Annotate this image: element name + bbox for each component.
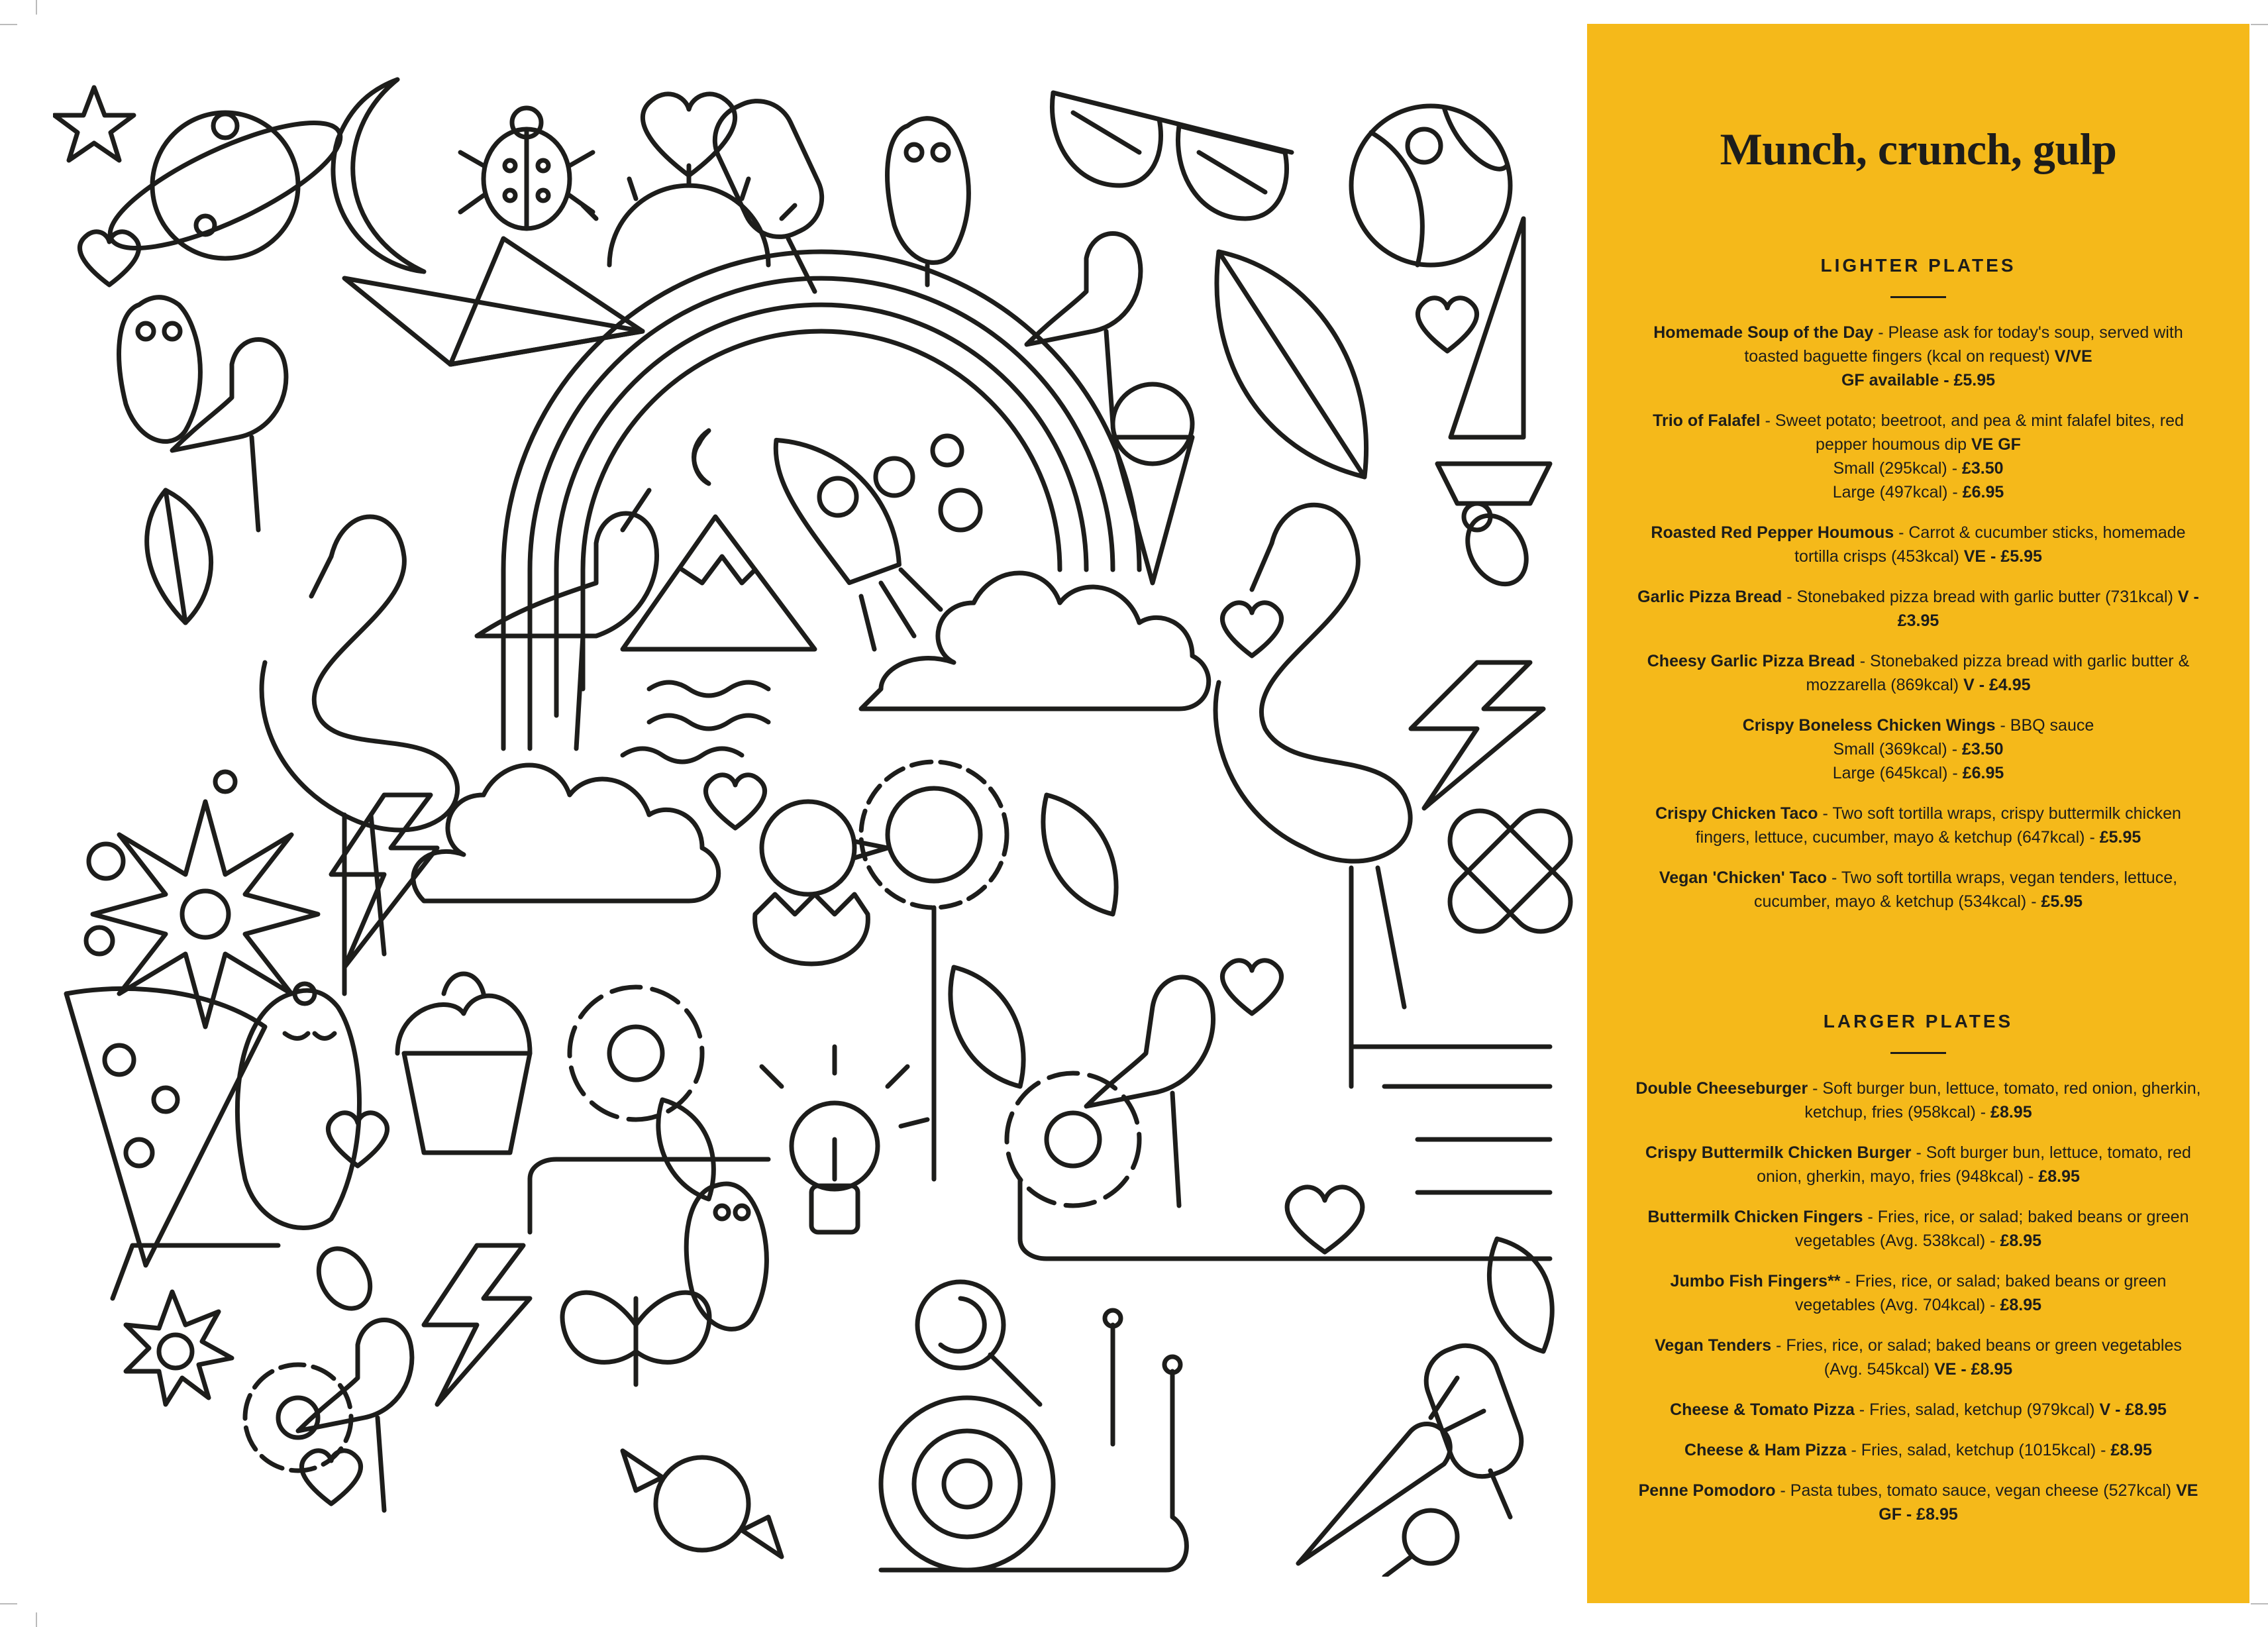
star-icon	[54, 87, 134, 160]
item-price: £3.50	[1961, 459, 2004, 478]
size-label: Large (645kcal) -	[1832, 764, 1963, 782]
star-burst-icon	[93, 802, 318, 1027]
owl-icon	[686, 1184, 766, 1329]
chick-icon	[755, 802, 888, 964]
bee-icon	[1456, 503, 1538, 595]
item-size	[1633, 761, 2203, 785]
item-name: Crispy Boneless Chicken Wings	[1742, 716, 1996, 735]
item-description: - Fries, salad, ketchup (979kcal)	[1854, 1400, 2100, 1419]
sweet-icon	[623, 1451, 782, 1557]
item-price: £3.50	[1961, 740, 2004, 759]
menu-item	[1633, 585, 2203, 633]
leaf-icon	[1217, 252, 1366, 477]
plaster-icon	[1437, 798, 1576, 943]
sun-icon	[583, 166, 795, 265]
item-name: Crispy Chicken Taco	[1655, 804, 1818, 823]
item-tags: VE	[1934, 1360, 1957, 1379]
item-name: Cheese & Tomato Pizza	[1670, 1400, 1855, 1419]
item-description: - Soft burger bun, lettuce, tomato, red onion, gherkin, ketchup, fries (958kcal) -	[1804, 1079, 2201, 1122]
menu-item	[1633, 1076, 2203, 1124]
size-label: Large (497kcal) -	[1832, 483, 1963, 501]
crop-mark	[0, 1603, 17, 1604]
menu-item	[1633, 1479, 2203, 1526]
item-price: £8.95	[2110, 1441, 2152, 1459]
item-size	[1633, 737, 2203, 761]
item-price: £6.95	[1962, 764, 2004, 782]
heart-icon	[1418, 298, 1476, 351]
chicken-leg-icon	[1384, 1510, 1457, 1577]
flower-icon	[126, 1292, 232, 1404]
flower-icon	[1007, 1073, 1139, 1206]
item-size	[1633, 456, 2203, 480]
light-bulb-icon	[762, 1047, 927, 1232]
sunflower-icon	[861, 762, 1007, 1179]
menu-item	[1633, 649, 2203, 697]
menu-item	[1633, 713, 2203, 785]
item-name: Double Cheeseburger	[1635, 1079, 1808, 1098]
lightning-icon	[1411, 662, 1543, 808]
owl-icon	[119, 297, 201, 442]
crop-mark	[36, 0, 37, 15]
size-label: Small (295kcal) -	[1833, 459, 1962, 478]
item-description: - Sweet potato; beetroot, and pea & mint falafel bites, red pepper houmous dip	[1760, 411, 2184, 454]
item-name: Penne Pomodoro	[1638, 1481, 1776, 1500]
item-name: Vegan 'Chicken' Taco	[1659, 868, 1828, 887]
menu-item	[1633, 802, 2203, 849]
crop-mark	[36, 1612, 37, 1627]
item-price: £8.95	[2000, 1232, 2041, 1250]
heart-icon	[705, 775, 764, 828]
item-name: Homemade Soup of the Day	[1653, 323, 1874, 342]
bird-icon	[1086, 977, 1213, 1206]
moon-icon	[694, 431, 709, 484]
item-name: Jumbo Fish Fingers**	[1670, 1272, 1841, 1290]
item-description: - Fries, rice, or salad; baked beans or green vegetables (Avg. 545kcal)	[1771, 1336, 2182, 1379]
rocket-icon	[768, 413, 941, 649]
menu-item	[1633, 1438, 2203, 1462]
menu-item	[1633, 321, 2203, 392]
doodle-illustration	[53, 53, 1576, 1577]
item-price: £5.95	[2041, 892, 2083, 911]
flamingo-icon	[1215, 505, 1410, 1086]
heading-rule	[1890, 1052, 1946, 1054]
item-name: Cheese & Ham Pizza	[1684, 1441, 1847, 1459]
item-name: Buttermilk Chicken Fingers	[1647, 1208, 1863, 1226]
item-price: £8.95	[1990, 1103, 2032, 1122]
crop-mark	[2251, 1603, 2268, 1604]
item-name: Vegan Tenders	[1655, 1336, 1772, 1355]
heading-rule	[1890, 296, 1946, 298]
item-price: - £4.95	[1974, 676, 2031, 694]
ice-cream-cone-icon	[1113, 384, 1192, 583]
menu-title: Munch, crunch, gulp	[1720, 124, 2117, 174]
item-price: - £8.95	[2110, 1400, 2167, 1419]
item-name: Crispy Buttermilk Chicken Burger	[1645, 1143, 1912, 1162]
item-name: Roasted Red Pepper Houmous	[1651, 523, 1894, 542]
heart-icon	[1222, 961, 1281, 1014]
item-price: - £8.95	[1901, 1505, 1958, 1524]
lollipop-icon	[917, 1282, 1040, 1404]
item-name: Trio of Falafel	[1653, 411, 1761, 430]
item-tags: V	[2099, 1400, 2111, 1419]
item-tags: V	[1963, 676, 1975, 694]
menu-item	[1633, 409, 2203, 504]
section-spacer	[1633, 930, 2203, 1011]
item-description: - Two soft tortilla wraps, crispy buttermilk chicken fingers, lettuce, cucumber, mayo & ketchup (647kcal) -	[1695, 804, 2181, 847]
leaf-icon	[1489, 1239, 1552, 1351]
item-price: £8.95	[2000, 1296, 2041, 1314]
heart-icon	[1222, 603, 1281, 656]
item-name: Garlic Pizza Bread	[1637, 588, 1782, 606]
leaf-icon	[1043, 795, 1116, 914]
section-heading-lighter-plates: LIGHTER PLATES	[1820, 255, 2016, 276]
menu-item	[1633, 1205, 2203, 1253]
menu-item	[1633, 1398, 2203, 1422]
item-description: - Two soft tortilla wraps, vegan tenders, lettuce, cucumber, mayo & ketchup (534kcal) -	[1753, 868, 2178, 911]
item-description: - Fries, salad, ketchup (1015kcal) -	[1846, 1441, 2111, 1459]
flower-icon	[245, 1365, 351, 1471]
item-price: £8.95	[2038, 1167, 2080, 1186]
menu-panel	[1587, 24, 2249, 1603]
item-description: - Pasta tubes, tomato sauce, vegan cheese (527kcal)	[1775, 1481, 2177, 1500]
item-description: - Please ask for today's soup, served with toasted baguette fingers (kcal on request)	[1744, 323, 2183, 366]
menu-item	[1633, 866, 2203, 914]
item-price: - £3.95	[1897, 588, 2199, 630]
sunglasses-icon	[1052, 93, 1292, 219]
item-tags: V/VE	[2054, 347, 2092, 366]
heart-icon	[1287, 1187, 1363, 1252]
menu-item	[1633, 1334, 2203, 1381]
planet-icon	[96, 99, 355, 272]
menu-item	[1633, 1141, 2203, 1188]
leaf-icon	[147, 490, 211, 623]
crop-mark	[2251, 24, 2268, 25]
item-description: - BBQ sauce	[1995, 716, 2094, 735]
owl-icon	[237, 990, 359, 1228]
menu-item	[1633, 1269, 2203, 1317]
cloud-icon	[861, 573, 1209, 709]
item-description: - Fries, rice, or salad; baked beans or green vegetables (Avg. 538kcal) -	[1795, 1208, 2189, 1250]
beach-ball-icon	[1351, 106, 1510, 265]
item-tags: VE GF	[1879, 1481, 2198, 1524]
lightning-icon	[424, 1245, 530, 1404]
item-tags: VE GF	[1971, 435, 2021, 454]
bird-icon	[172, 340, 286, 531]
item-note: GF available	[1841, 371, 1939, 390]
item-description: - Soft burger bun, lettuce, tomato, red onion, gherkin, mayo, fries (948kcal) -	[1757, 1143, 2191, 1186]
item-description: - Stonebaked pizza bread with garlic butter (731kcal)	[1782, 588, 2178, 606]
item-description: - Carrot & cucumber sticks, homemade tortilla crisps (453kcal)	[1794, 523, 2186, 566]
butterfly-icon	[562, 1292, 709, 1385]
wave-icon	[623, 682, 768, 762]
item-price: - £5.95	[1939, 371, 1996, 390]
item-tags: VE	[1963, 547, 1986, 566]
item-price: - £8.95	[1956, 1360, 2013, 1379]
bee-icon	[309, 1239, 381, 1318]
item-name: Cheesy Garlic Pizza Bread	[1647, 652, 1855, 670]
item-price: £5.95	[2099, 828, 2141, 847]
menu-item	[1633, 521, 2203, 568]
pizza-slice-icon	[66, 988, 265, 1265]
item-price: £6.95	[1962, 483, 2004, 501]
moon-icon	[333, 79, 424, 272]
item-tags: V	[2177, 588, 2189, 606]
cupcake-icon	[397, 974, 530, 1153]
heart-icon	[79, 232, 138, 285]
item-price: - £5.95	[1986, 547, 2042, 566]
leaf-icon	[658, 1100, 714, 1199]
crop-mark	[0, 24, 17, 25]
item-description: - Stonebaked pizza bread with garlic butter & mozzarella (869kcal)	[1806, 652, 2190, 694]
leaf-icon	[951, 967, 1023, 1086]
section-heading-larger-plates: LARGER PLATES	[1823, 1011, 2014, 1031]
ladybug-icon	[460, 108, 593, 229]
item-size	[1633, 480, 2203, 504]
flower-icon	[570, 987, 702, 1120]
item-description: - Fries, rice, or salad; baked beans or green vegetables (Avg. 704kcal) -	[1795, 1272, 2167, 1314]
size-label: Small (369kcal) -	[1833, 740, 1962, 759]
